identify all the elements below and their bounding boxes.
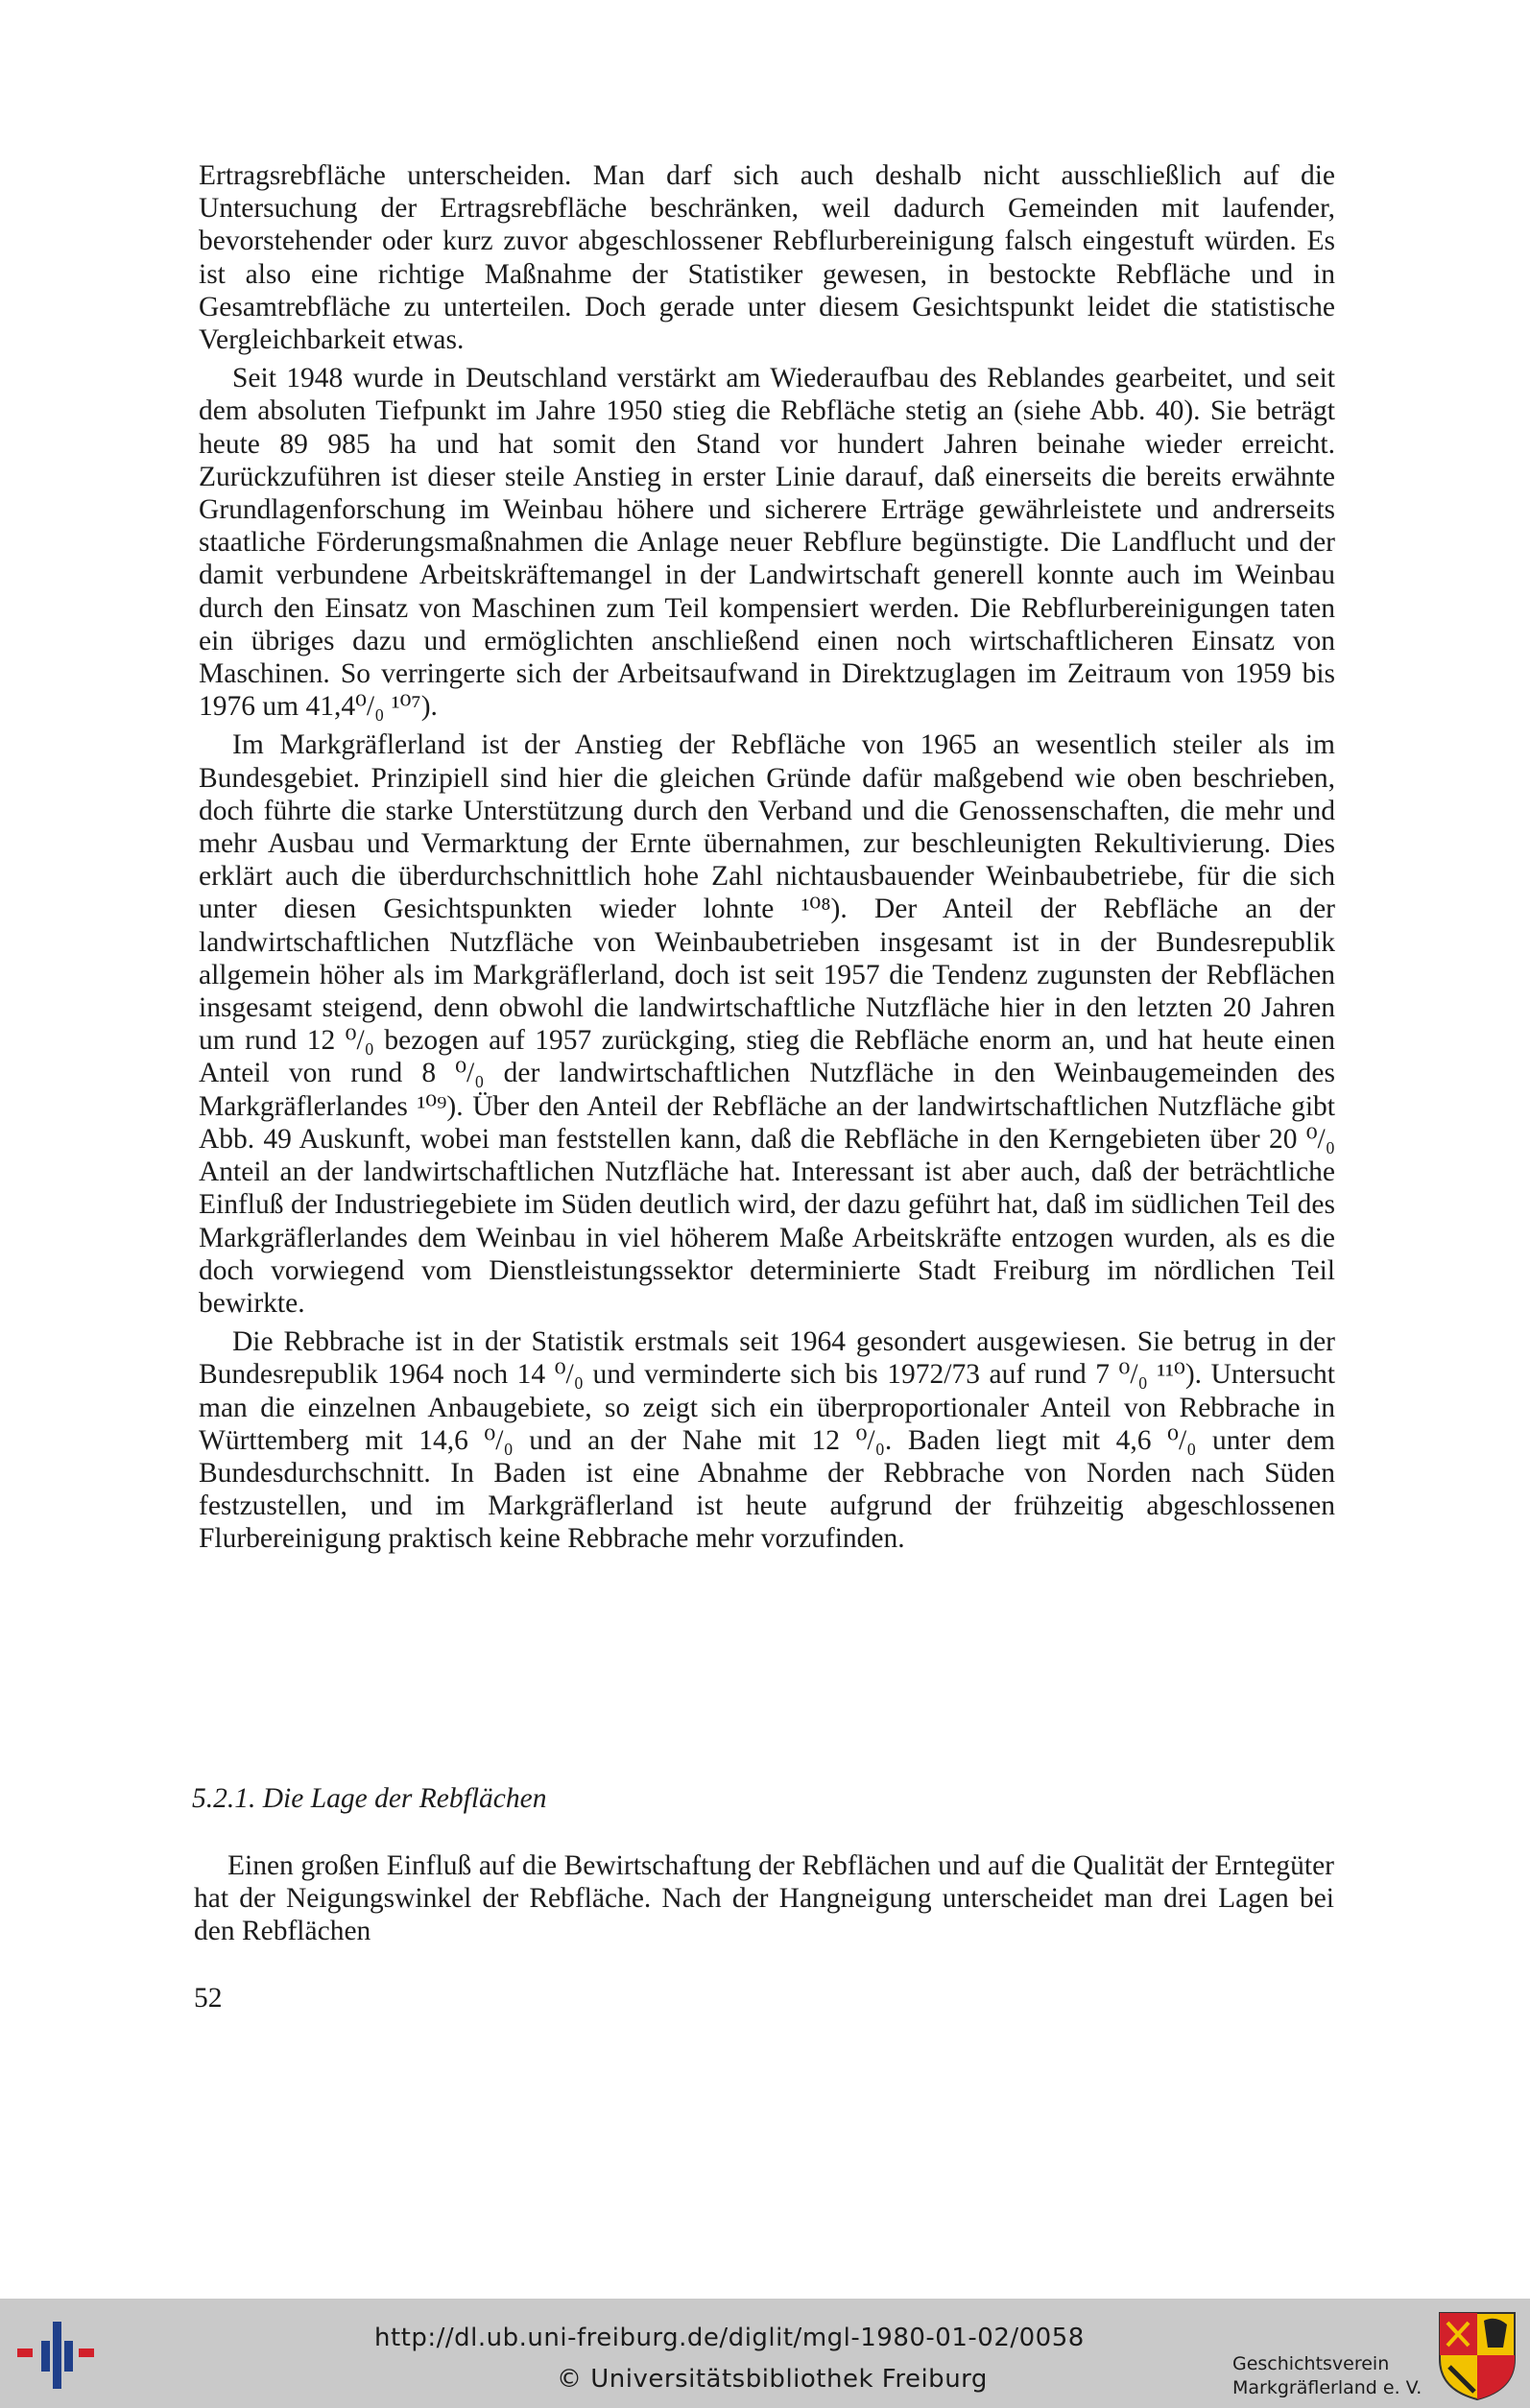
- ub-freiburg-logo-icon[interactable]: [17, 2316, 96, 2393]
- paragraph: Im Markgräflerland ist der Anstieg der Rebfläche von 1965 an wesentlich steiler als im Bundesgebiet. Prinzipiell sind hier die gleichen Gründe dafür maßgebend wie oben beschrieben, doch führte die starke Unterstützung durch den Verband und die Genossenschaften, die mehr und mehr Ausbau und Vermarktung der Ernte übernahmen, zur beschleunigten Rekultivierung. Dies erklärt auch die überdurchschnittlich hohe Zahl nichtausbauender Weinbaubetriebe, für die sich unter diesen Gesichtspunkten wieder lohnte ¹⁰⁸). Der Anteil der Rebfläche an der landwirtschaftlichen Nutzfläche von Weinbaubetrieben insgesamt ist in der Bundesrepublik allgemein höher als im Markgräflerland, doch ist seit 1957 die Tendenz zugunsten der Rebflächen insgesamt steigend, denn obwohl die landwirtschaftliche Nutzfläche hier in den letzten 20 Jahren um rund 12 ⁰/₀ bezogen auf 1957 zurückging, stieg die Rebfläche enorm an, und hat heute einen Anteil von rund 8 ⁰/₀ der landwirtschaftlichen Nutzfläche in den Weinbaugemeinden des Markgräflerlandes ¹⁰⁹). Über den Anteil der Rebfläche an der landwirtschaftlichen Nutzfläche gibt Abb. 49 Auskunft, wobei man feststellen kann, daß die Rebfläche in den Kerngebieten über 20 ⁰/₀ Anteil an der landwirtschaftlichen Nutzfläche hat. Interessant ist aber auch, daß der beträchtliche Einfluß der Industriegebiete im Süden deutlich wird, der dazu geführt hat, daß im südlichen Teil des Markgräflerlandes dem Weinbau in viel höherem Maße Arbeitskräfte entzogen wurden, als es die doch vorwiegend vom Dienstleistungssektor determinierte Stadt Freiburg im nördlichen Teil bewirkte.: [199, 729, 1335, 1319]
- publisher-name: [1232, 2352, 1444, 2400]
- page-number: 52: [194, 1983, 223, 2014]
- paragraph: Ertragsrebfläche unterscheiden. Man darf sich auch deshalb nicht ausschließlich auf die Untersuchung der Ertragsrebfläche beschränken, weil dadurch Gemeinden mit laufender, bevorstehender oder kurz zuvor abgeschlossener Rebflurbereinigung falsch eingestuft würden. Es ist also eine richtige Maßnahme der Statistiker gewesen, in bestockte Rebfläche und in Gesamtrebfläche zu unterteilen. Doch gerade unter diesem Gesichtspunkt leidet die statistische Vergleichbarkeit etwas.: [199, 160, 1335, 356]
- coat-of-arms-icon[interactable]: [1436, 2309, 1518, 2401]
- permalink-url[interactable]: http://dl.ub.uni-freiburg.de/diglit/mgl-1980-01-02/0058: [374, 2324, 1085, 2352]
- paragraph: Einen großen Einfluß auf die Bewirtschaftung der Rebflächen und auf die Qualität der Erntegüter hat der Neigungswinkel der Rebfläche. Nach der Hangneigung unterscheidet man drei Lagen bei den Rebflächen: [194, 1850, 1334, 1947]
- body-text: [199, 159, 1335, 1556]
- paragraph: Die Rebbrache ist in der Statistik erstmals seit 1964 gesondert ausgewiesen. Sie betrug in der Bundesrepublik 1964 noch 14 ⁰/₀ und verminderte sich bis 1972/73 auf rund 7 ⁰/₀ ¹¹⁰). Untersucht man die einzelnen Anbaugebiete, so zeigt sich ein überproportionaler Anteil von Rebbrache in Württemberg mit 14,6 ⁰/₀ und an der Nahe mit 12 ⁰/₀. Baden liegt mit 4,6 ⁰/₀ unter dem Bundesdurchschnitt. In Baden ist eine Abnahme der Rebbrache von Norden nach Süden festzustellen, und im Markgräflerland ist heute aufgrund der frühzeitig abgeschlossenen Flurbereinigung praktisch keine Rebbrache mehr vorzufinden.: [199, 1326, 1335, 1555]
- publisher-line-1: Geschichtsverein: [1232, 2353, 1390, 2374]
- viewer-footer: [0, 2299, 1530, 2408]
- publisher-line-2: Markgräflerland e. V.: [1232, 2377, 1422, 2398]
- copyright-text: © Universitätsbibliothek Freiburg: [557, 2365, 988, 2394]
- section-heading: 5.2.1. Die Lage der Rebflächen: [192, 1783, 547, 1814]
- paragraph: Seit 1948 wurde in Deutschland verstärkt am Wiederaufbau des Reblandes gearbeitet, und seit dem absoluten Tiefpunkt im Jahre 1950 stieg die Rebfläche stetig an (siehe Abb. 40). Sie beträgt heute 89 985 ha und hat somit den Stand vor hundert Jahren beinahe wieder erreicht. Zurückzuführen ist dieser steile Anstieg in erster Linie darauf, daß einerseits die bereits erwähnte Grundlagenforschung im Weinbau höhere und sicherere Erträge gewährleistete und andrerseits staatliche Förderungsmaßnahmen die Anlage neuer Rebflure begünstigte. Die Landflucht und der damit verbundene Arbeitskräftemangel in der Landwirtschaft generell konnte auch im Weinbau durch den Einsatz von Maschinen zum Teil kompensiert werden. Die Rebflurbereinigungen taten ein übriges dazu und ermöglichten anschließend einen noch wirtschaftlicheren Einsatz von Maschinen. So verringerte sich der Arbeitsaufwand in Direktzuglagen im Zeitraum von 1959 bis 1976 um 41,4⁰/₀ ¹⁰⁷).: [199, 363, 1335, 723]
